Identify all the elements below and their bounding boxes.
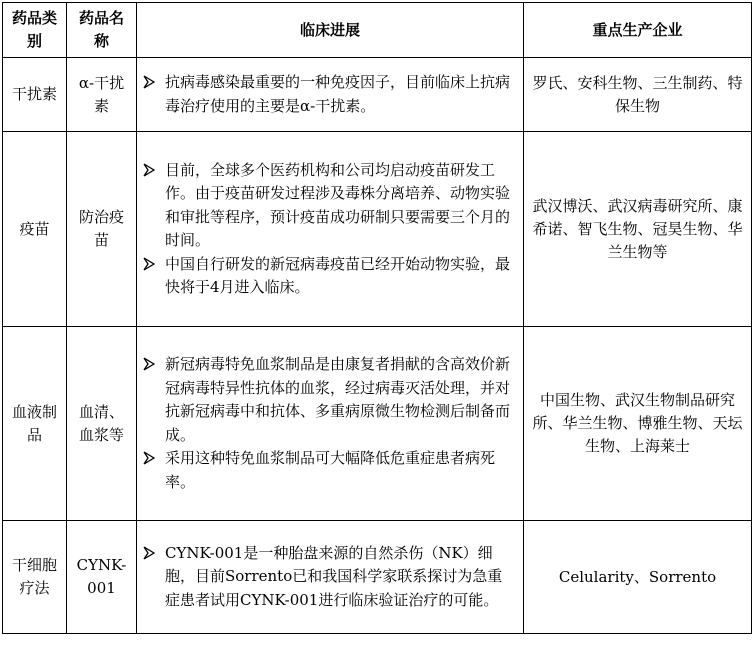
- header-name: 药品名称: [67, 3, 137, 58]
- category-cell: 干细胞疗法: [3, 521, 67, 634]
- drug-progress-table: [2, 2, 752, 634]
- progress-item: 中国自行研发的新冠病毒疫苗已经开始动物实验，最快将于4月进入临床。: [143, 253, 517, 300]
- drug-name-cell: α-干扰素: [67, 58, 137, 132]
- drug-name-cell: 防治疫苗: [67, 132, 137, 327]
- header-category: 药品类别: [3, 3, 67, 58]
- table-row: [3, 327, 752, 521]
- progress-cell: [137, 327, 524, 521]
- category-cell: 血液制品: [3, 327, 67, 521]
- progress-cell: [137, 521, 524, 634]
- header-progress: 临床进展: [137, 3, 524, 58]
- companies-cell: Celularity、Sorrento: [524, 521, 752, 634]
- progress-item: 抗病毒感染最重要的一种免疫因子，目前临床上抗病毒治疗使用的主要是α-干扰素。: [143, 71, 517, 118]
- progress-cell: [137, 132, 524, 327]
- category-cell: 疫苗: [3, 132, 67, 327]
- arrow-bullet-icon: [143, 75, 155, 89]
- table-row: [3, 132, 752, 327]
- header-row: [3, 3, 752, 58]
- companies-cell: 中国生物、武汉生物制品研究所、华兰生物、博雅生物、天坛生物、上海莱士: [524, 327, 752, 521]
- progress-item: 目前，全球多个医药机构和公司均启动疫苗研发工作。由于疫苗研发过程涉及毒株分离培养、动物实验和审批等程序，预计疫苗成功研制只要需要三个月的时间。: [143, 159, 517, 253]
- progress-cell: [137, 58, 524, 132]
- category-cell: 干扰素: [3, 58, 67, 132]
- arrow-bullet-icon: [143, 357, 155, 371]
- progress-item: CYNK-001是一种胎盘来源的自然杀伤（NK）细胞，目前Sorrento已和我国科学家联系探讨为急重症患者试用CYNK-001进行临床验证治疗的可能。: [143, 542, 517, 613]
- companies-cell: 罗氏、安科生物、三生制药、特保生物: [524, 58, 752, 132]
- arrow-bullet-icon: [143, 451, 155, 465]
- companies-cell: 武汉博沃、武汉病毒研究所、康希诺、智飞生物、冠昊生物、华兰生物等: [524, 132, 752, 327]
- drug-name-cell: 血清、血浆等: [67, 327, 137, 521]
- arrow-bullet-icon: [143, 163, 155, 177]
- table-row: [3, 58, 752, 132]
- table-row: [3, 521, 752, 634]
- arrow-bullet-icon: [143, 546, 155, 560]
- header-companies: 重点生产企业: [524, 3, 752, 58]
- arrow-bullet-icon: [143, 257, 155, 271]
- progress-item: 新冠病毒特免血浆制品是由康复者捐献的含高效价新冠病毒特异性抗体的血浆，经过病毒灭活处理，并对抗新冠病毒中和抗体、多重病原微生物检测后制备而成。: [143, 353, 517, 447]
- drug-name-cell: CYNK-001: [67, 521, 137, 634]
- progress-item: 采用这种特免血浆制品可大幅降低危重症患者病死率。: [143, 447, 517, 494]
